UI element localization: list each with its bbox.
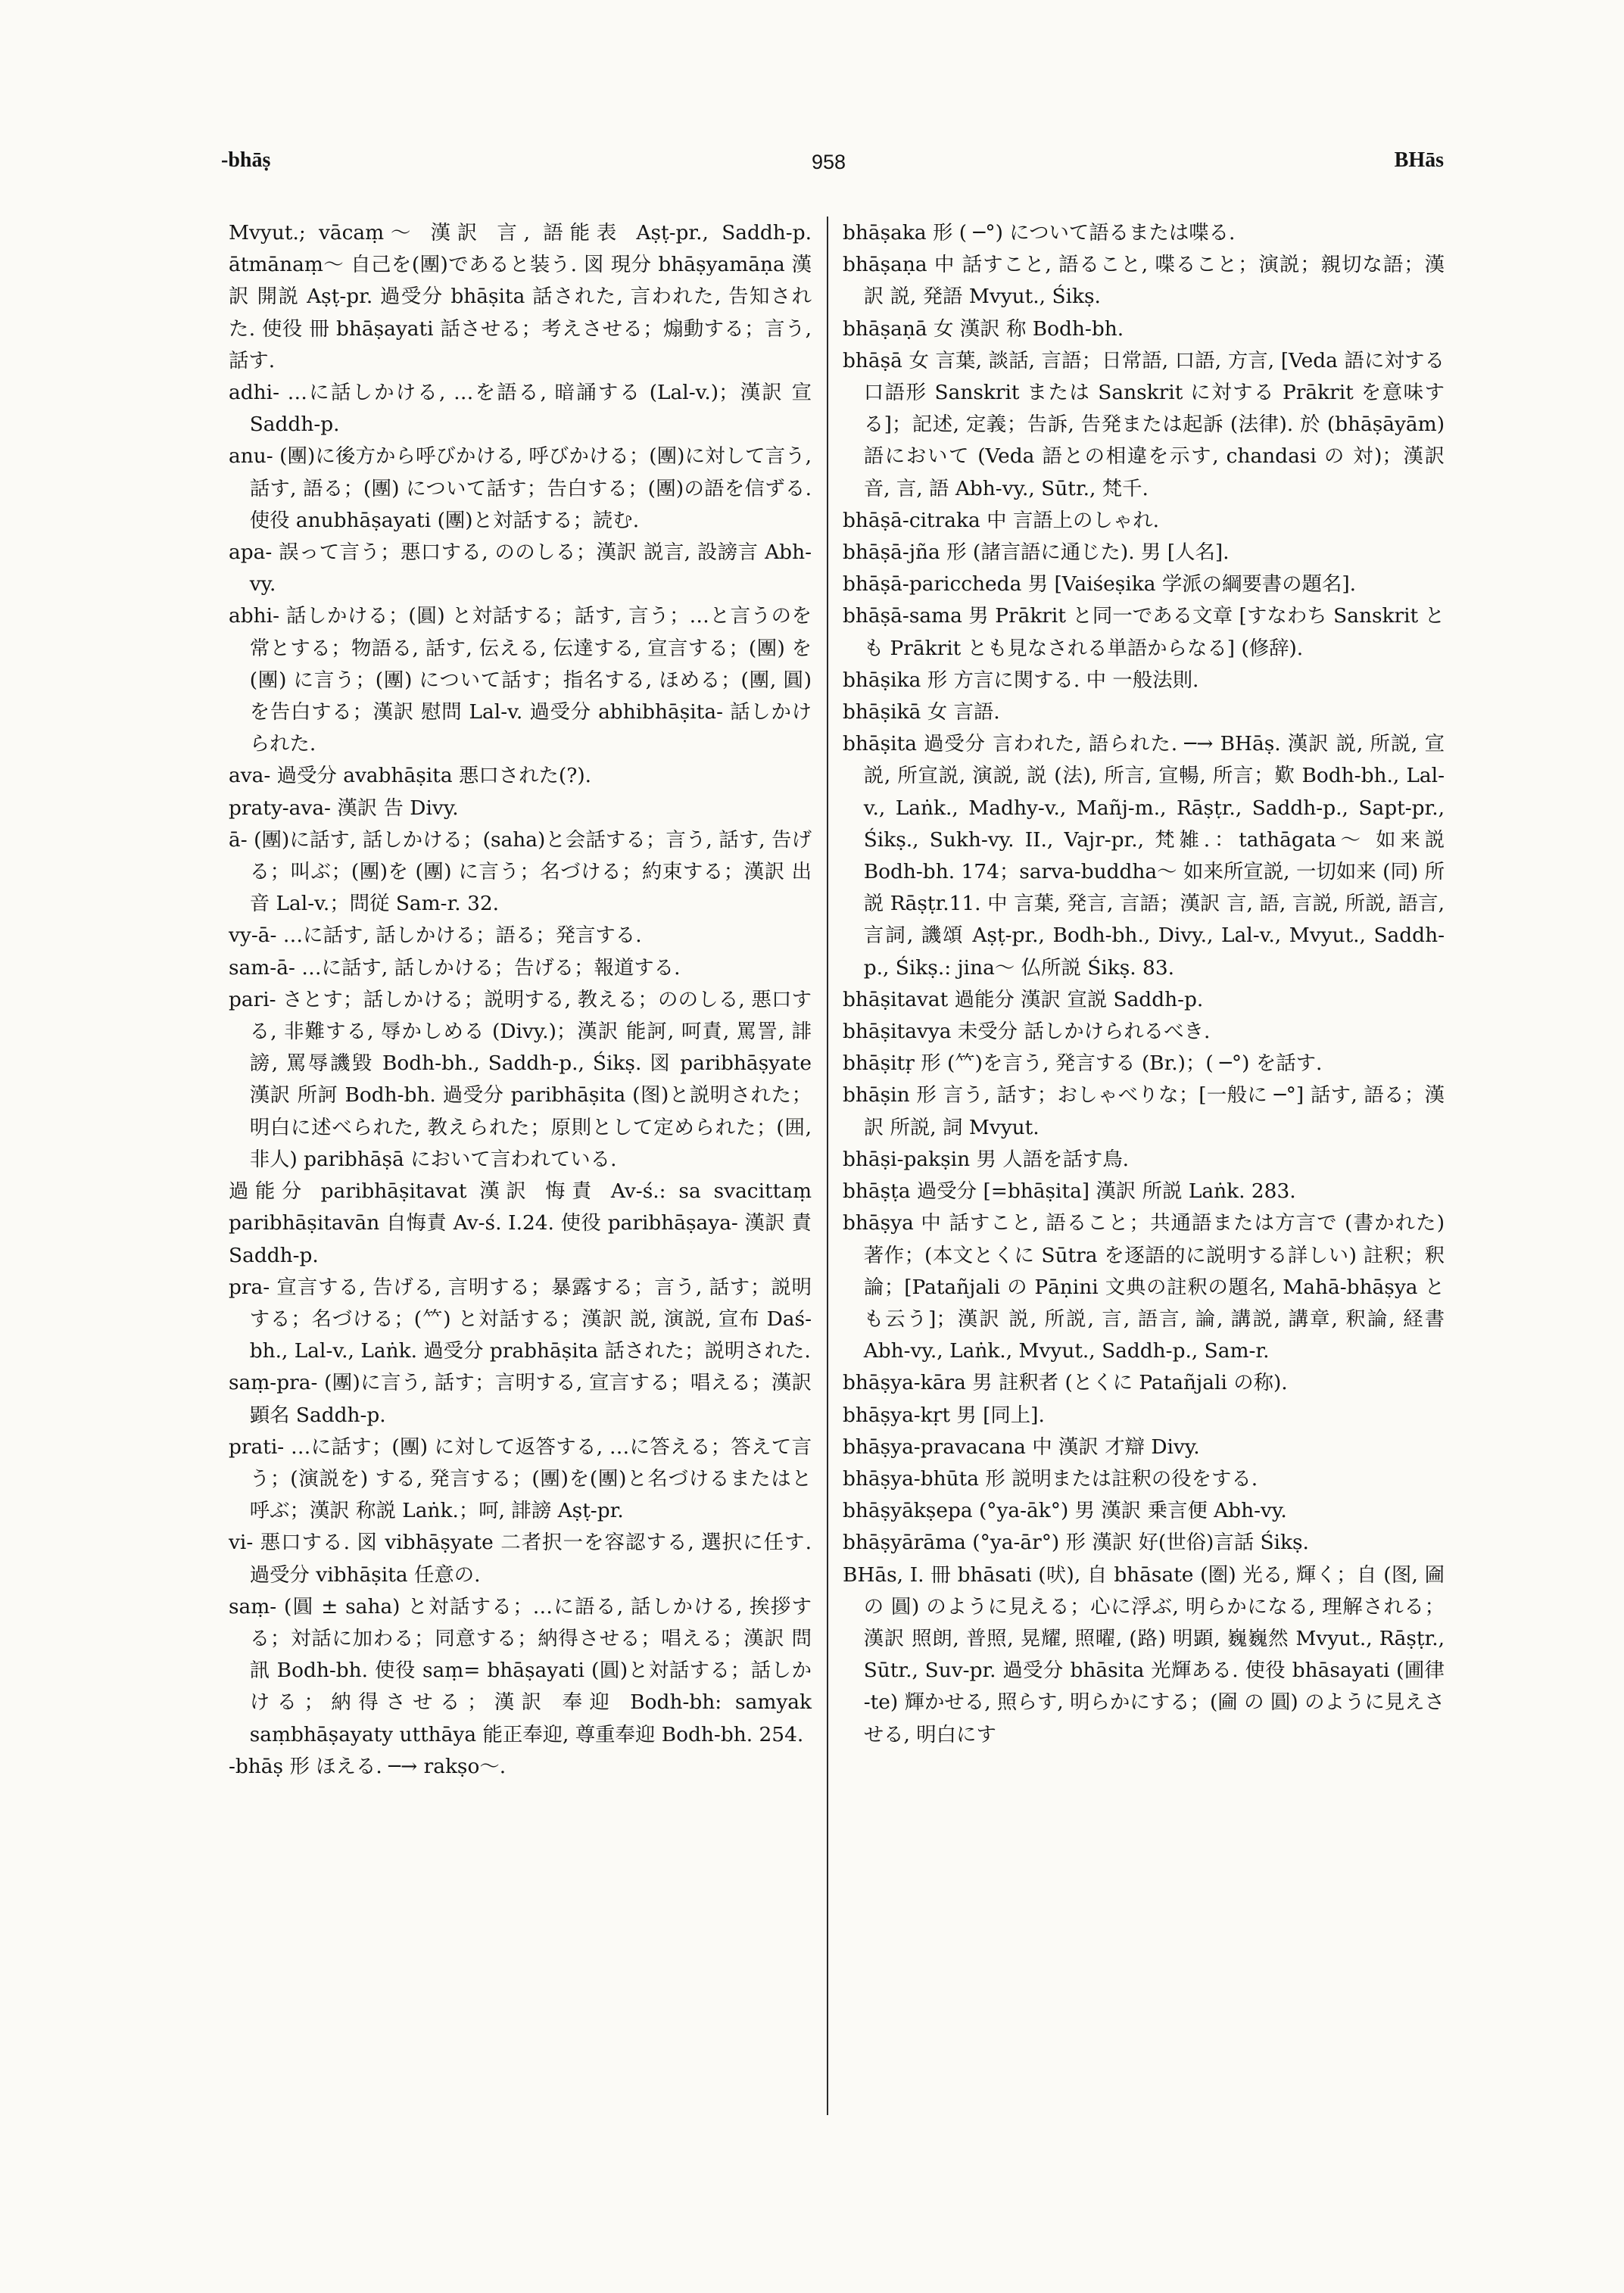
left-column [229, 217, 812, 1783]
dictionary-entry: vy-ā- …に話す, 話しかける；語る；発言する. [229, 924, 642, 948]
dictionary-entry: apa- 誤って言う；悪口する, ののしる；漢訳 説言, 設謗言 Abh-vy. [229, 541, 812, 597]
dictionary-entry: -bhāṣ 形 ほえる. ─→ rakṣo～. [229, 1754, 507, 1778]
dictionary-entry: bhāṣya-pravacana 中 漢訳 才辯 Divy. [843, 1435, 1200, 1459]
dictionary-entry: bhāṣita 過受分 言われた, 語られた. ─→ BHāṣ. 漢訳 説, 所説, 宣説, 所宣説, 演説, 説 (法), 所言, 宣暢, 所言；歎 Bodh-bh., Lal-v., Laṅk., Madhy-v., Mañj-m., Rāṣṭr., Saddh-p., Sapt-pr., Śikṣ., Sukh-vy. II., Vajr-pr., 梵雑.：tathāgata～ 如来説 Bodh-bh. 174；sarva-buddha～ 如来所宣説, 一切如来 (同) 所説 Rāṣṭr.11. 中 言葉, 発言, 言語；漢訳 言, 語, 言説, 所説, 語言, 言詞, 譏頌 Aṣṭ-pr., Bodh-bh., Divy., Lal-v., Mvyut., Saddh-p., Śikṣ.: jina～ 仏所説 Śikṣ. 83. [843, 732, 1445, 980]
dictionary-entry: bhāṣikā 女 言語. [843, 700, 1000, 724]
dictionary-entry: bhāṣaṇa 中 話すこと, 語ること, 喋ること；演説；親切な語；漢訳 説, 発語 Mvyut., Śikṣ. [843, 253, 1445, 309]
dictionary-entry: ā- (團)に話す, 話しかける；(saha)と会話する；言う, 話す, 告げる；叫ぶ；(團)を (團) に言う；名づける；約束する；漢訳 出音 Lal-v.；問従 Sam-r. 32. [229, 827, 812, 916]
header-guide-right: BHās [1394, 148, 1444, 172]
dictionary-entry: bhāṣika 形 方言に関する. 中 一般法則. [843, 668, 1199, 692]
dictionary-entry: adhi- …に話しかける, …を語る, 暗誦する (Lal-v.)；漢訳 宣 Saddh-p. [229, 381, 812, 437]
dictionary-entry: ava- 過受分 avabhāṣita 悪口された(?). [229, 764, 592, 788]
right-column [843, 217, 1445, 1751]
dictionary-entry: bhāṣitavat 過能分 漢訳 宣説 Saddh-p. [843, 987, 1204, 1011]
dictionary-entry: bhāṣā-citraka 中 言語上のしゃれ. [843, 508, 1160, 532]
dictionary-entry: bhāṣi-pakṣin 男 人語を話す鳥. [843, 1147, 1130, 1171]
dictionary-entry: saṃ-pra- (團)に言う, 話す；言明する, 宣言する；唱える；漢訳 顕名 Saddh-p. [229, 1371, 812, 1427]
dictionary-entry: bhāṣitṛ 形 (𥫗)を言う, 発言する (Br.)；( ─°) を話す. [843, 1051, 1323, 1076]
dictionary-entry: bhāṣā-jña 形 (諸言語に通じた). 男 [人名]. [843, 541, 1230, 565]
dictionary-entry: 過能分 paribhāṣitavat 漢訳 悔責 Av-ś.: sa svacittaṃ paribhāṣitavān 自悔責 Av-ś. I.24. 使役 paribhāṣaya- 漢訳 責 Saddh-p. [229, 1179, 812, 1267]
dictionary-entry: anu- (團)に後方から呼びかける, 呼びかける；(團)に対して言う, 話す, 語る；(團) について話す；告白する；(團)の語を信ずる. 使役 anubhāṣayati (團)と対話する；読む. [229, 444, 812, 532]
dictionary-entry: bhāṣaka 形 ( ─°) について語るまたは喋る. [843, 221, 1236, 245]
dictionary-entry: abhi- 話しかける；(圓) と対話する；話す, 言う；…と言うのを常とする；物語る, 話す, 伝える, 伝達する, 宣言する；(團) を (團) に言う；(團) について話す；指名する, ほめる；(團, 圓)を告白する；漢訳 慰問 Lal-v. 過受分 abhibhāṣita- 話しかけられた. [229, 604, 812, 756]
header-guide-left: -bhāṣ [221, 148, 271, 172]
dictionary-entry: bhāṣyākṣepa (°ya-āk°) 男 漢訳 乗言便 Abh-vy. [843, 1499, 1287, 1523]
dictionary-entry: BHās, I. 冊 bhāsati (吠), 自 bhāsate (圏) 光る, 輝く；自 (图, 圇 の 圓) のように見える；心に浮ぶ, 明らかになる, 理解される；漢訳 照朗, 普照, 晃耀, 照曜, (路) 明顕, 巍巍然 Mvyut., Rāṣṭr., Sūtr., Suv-pr. 過受分 bhāsita 光輝ある. 使役 bhāsayati (圃律 -te) 輝かせる, 照らす, 明らかにする；(圇 の 圓) のように見えさせる, 明白にす [843, 1562, 1445, 1746]
dictionary-entry: sam-ā- …に話す, 話しかける；告げる；報道する. [229, 955, 681, 980]
dictionary-entry: bhāṣya 中 話すこと, 語ること；共通語または方言で (書かれた) 著作；(本文とくに Sūtra を逐語的に説明する詳しい) 註釈；釈論；[Patañjali の Pāṇini 文典の註釈の題名, Mahā-bhāṣya とも云う]；漢訳 説, 所説, 言, 語言, 論, 講説, 講章, 釈論, 経書 Abh-vy., Laṅk., Mvyut., Saddh-p., Sam-r. [843, 1211, 1445, 1363]
dictionary-entry: bhāṣaṇā 女 漢訳 称 Bodh-bh. [843, 316, 1124, 341]
column-divider [827, 217, 828, 2115]
dictionary-entry: prati- …に話す；(團) に対して返答する, …に答える；答えて言う；(演説を) する, 発言する；(團)を(團)と名づけるまたはと呼ぶ；漢訳 称説 Laṅk.；呵, 誹謗 Aṣṭ-pr. [229, 1435, 812, 1523]
page-number: 958 [812, 151, 846, 173]
dictionary-entry: vi- 悪口する. 図 vibhāṣyate 二者択一を容認する, 選択に任す. 過受分 vibhāṣita 任意の. [229, 1531, 812, 1587]
dictionary-entry: pari- さとす；話しかける；説明する, 教える；ののしる, 悪口する, 非難する, 辱かしめる (Divy.)；漢訳 能訶, 呵責, 罵詈, 誹謗, 罵辱譏毀 Bodh-bh., Saddh-p., Śikṣ. 図 paribhāṣyate 漢訳 所訶 Bodh-bh. 過受分 paribhāṣita (图)と説明された；明白に述べられた, 教えられた；原則として定められた；(囲, 非人) paribhāṣā において言われている. [229, 987, 812, 1171]
dictionary-entry: bhāṣā-pariccheda 男 [Vaiśeṣika 学派の綱要書の題名]. [843, 572, 1357, 597]
dictionary-entry: saṃ- (圓 ± saha) と対話する；…に語る, 話しかける, 挨拶する；対話に加わる；同意する；納得させる；唱える；漢訳 問訊 Bodh-bh. 使役 saṃ= bhāṣayati (圓)と対話する；話しかける；納得させる；漢訳 奉迎 Bodh-bh: samyak saṃbhāṣayaty utthāya 能正奉迎, 尊重奉迎 Bodh-bh. 254. [229, 1594, 812, 1746]
dictionary-entry: bhāṣya-bhūta 形 説明または註釈の役をする. [843, 1466, 1258, 1491]
dictionary-entry: bhāṣyārāma (°ya-ār°) 形 漢訳 好(世俗)言話 Śikṣ. [843, 1531, 1309, 1555]
dictionary-entry: bhāṣṭa 過受分 [=bhāṣita] 漢訳 所説 Laṅk. 283. [843, 1179, 1296, 1204]
dictionary-entry: Mvyut.; vācaṃ～ 漢訳 言, 語能表 Aṣṭ-pr., Saddh-p. ātmānaṃ～ 自己を(團)であると装う. 図 現分 bhāṣyamāṇa 漢訳 開説 Aṣṭ-pr. 過受分 bhāṣita 話された, 言われた, 告知された. 使役 冊 bhāṣayati 話させる；考えさせる；煽動する；言う, 話す. [229, 221, 812, 372]
dictionary-entry: bhāṣin 形 言う, 話す；おしゃべりな；[一般に ─°] 話す, 語る；漢訳 所説, 詞 Mvyut. [843, 1083, 1445, 1139]
dictionary-entry: bhāṣitavya 未受分 話しかけられるべき. [843, 1020, 1211, 1044]
dictionary-entry: praty-ava- 漢訳 告 Divy. [229, 796, 459, 820]
dictionary-entry: bhāṣā 女 言葉, 談話, 言語；日常語, 口語, 方言, [Veda 語に対する口語形 Sanskrit または Sanskrit に対する Prākrit を意味する]；記述, 定義；告訴, 告発または起訴 (法律). 於 (bhāṣāyām) 語において (Veda 語との相違を示す, chandasi の 対)；漢訳 音, 言, 語 Abh-vy., Sūtr., 梵千. [843, 348, 1445, 500]
dictionary-entry: bhāṣā-sama 男 Prākrit と同一である文章 [すなわち Sanskrit とも Prākrit とも見なされる単語からなる] (修辞). [843, 604, 1445, 660]
dictionary-entry: bhāṣya-kāra 男 註釈者 (とくに Patañjali の称). [843, 1371, 1288, 1395]
dictionary-entry: bhāṣya-kṛt 男 [同上]. [843, 1403, 1045, 1427]
dictionary-entry: pra- 宣言する, 告げる, 言明する；暴露する；言う, 話す；説明する；名づける；(𥫗) と対話する；漢訳 説, 演説, 宣布 Daś-bh., Lal-v., Laṅk. 過受分 prabhāṣita 話された；説明された. [229, 1275, 812, 1363]
